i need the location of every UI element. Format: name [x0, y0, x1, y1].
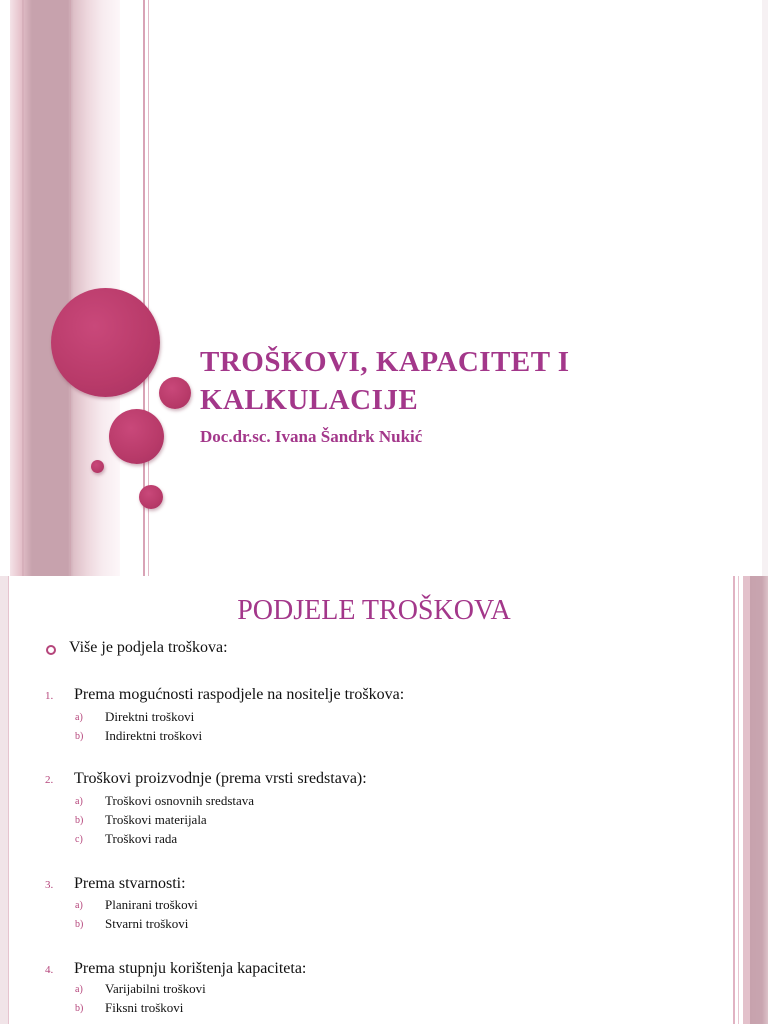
item-text: Stvarni troškovi — [105, 916, 189, 931]
content-slide — [0, 576, 768, 1024]
author-name: Doc.dr.sc. Ivana Šandrk Nukić — [200, 427, 423, 446]
decorative-band — [750, 576, 768, 1024]
section-title: Prema mogućnosti raspodjele na nositelje troškova: — [74, 686, 405, 703]
section-title: Prema stvarnosti: — [74, 875, 186, 892]
item-label: c) — [75, 834, 83, 845]
item-label: b) — [75, 919, 84, 930]
slide-title — [200, 343, 720, 419]
decorative-circle-medium — [109, 409, 164, 464]
section-number: 3. — [45, 879, 54, 891]
item-text: Direktni troškovi — [105, 709, 195, 724]
bullet-ring-icon — [46, 645, 56, 655]
decorative-circle-small — [139, 485, 163, 509]
item-label: a) — [75, 984, 83, 995]
section-title: Prema stupnju korištenja kapaciteta: — [74, 960, 307, 977]
item-label: a) — [75, 900, 83, 911]
item-label: a) — [75, 712, 83, 723]
item-label: b) — [75, 1003, 84, 1014]
item-text: Indirektni troškovi — [105, 728, 203, 743]
slide-title: PODJELE TROŠKOVA — [237, 595, 511, 626]
item-text: Planirani troškovi — [105, 897, 198, 912]
item-text: Varijabilni troškovi — [105, 981, 206, 996]
item-text: Troškovi rada — [105, 831, 178, 846]
item-text: Troškovi osnovnih sredstava — [105, 793, 255, 808]
section-title: Troškovi proizvodnje (prema vrsti sredstava): — [74, 770, 367, 787]
decorative-circle-small — [159, 377, 191, 409]
band-line — [22, 0, 24, 576]
section-number: 4. — [45, 964, 54, 976]
intro-text: Više je podjela troškova: — [69, 639, 228, 656]
slide-edge-right — [762, 0, 768, 576]
slide-title-line: TROŠKOVI, KAPACITET I — [200, 346, 570, 378]
item-text: Troškovi materijala — [105, 812, 207, 827]
decorative-band — [743, 576, 750, 1024]
item-text: Fiksni troškovi — [105, 1000, 184, 1015]
section-number: 2. — [45, 774, 54, 786]
slide-title-line: KALKULACIJE — [200, 384, 419, 416]
decorative-circle-large — [51, 288, 160, 397]
item-label: b) — [75, 731, 84, 742]
section-number: 1. — [45, 690, 54, 702]
item-label: a) — [75, 796, 83, 807]
item-label: b) — [75, 815, 84, 826]
decorative-vertical-line — [8, 576, 9, 1024]
slide-edge-left — [0, 0, 10, 576]
band-line — [70, 0, 71, 576]
decorative-vertical-line — [738, 576, 739, 1024]
decorative-circle-tiny — [91, 460, 104, 473]
slide-edge-left — [0, 576, 8, 1024]
decorative-vertical-line — [733, 576, 735, 1024]
